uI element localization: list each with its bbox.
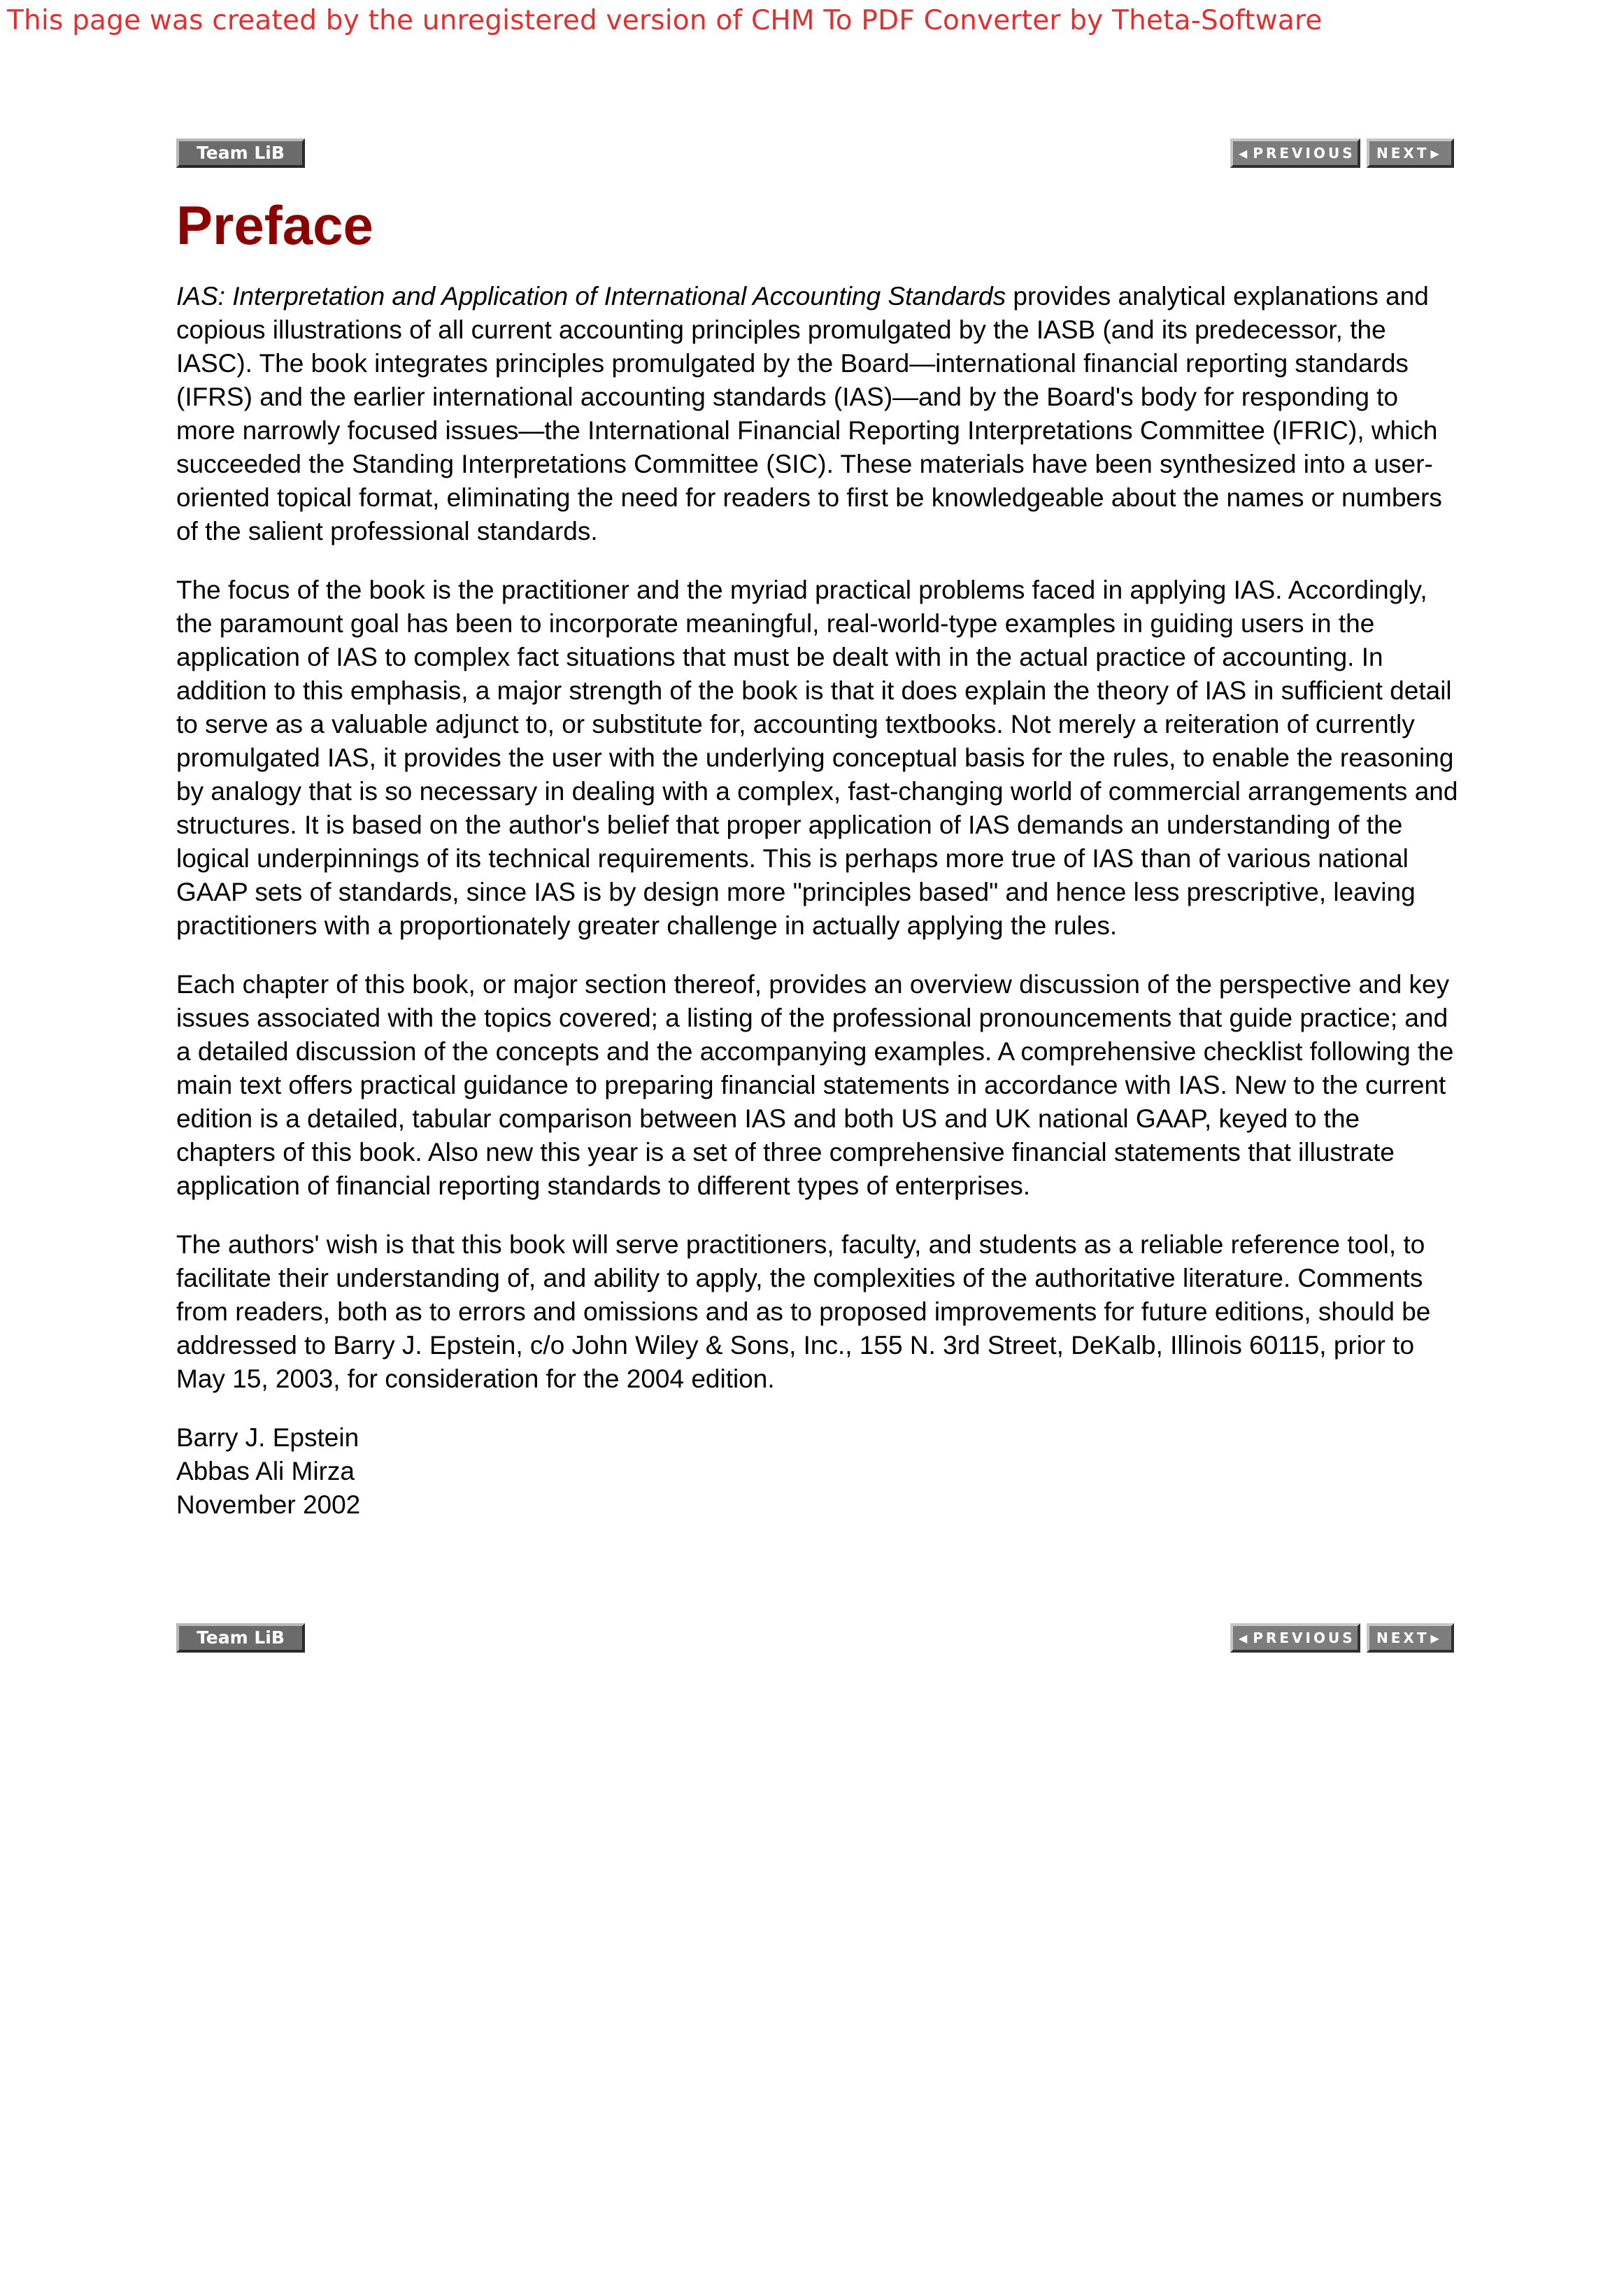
signature-block — [176, 1421, 1463, 1522]
previous-label: PREVIOUS — [1253, 145, 1355, 162]
next-label: NEXT — [1376, 1630, 1430, 1646]
triangle-right-icon: ▶ — [1430, 1632, 1439, 1645]
previous-button[interactable] — [1230, 1623, 1360, 1653]
next-label: NEXT — [1376, 145, 1430, 162]
team-lib-button[interactable]: Team LiB — [176, 138, 305, 168]
paragraph-intro-text: provides analytical explanations and copious illustrations of all current accounting principles promulgated by the IASB (and its predecessor, the IASC). The book integrates principles promulgated by the Board—international financial reporting standards (IFRS) and the earlier international accounting standards (IAS)—and by the Board's body for responding to more narrowly focused issues—the International Financial Reporting Interpretations Committee (IFRIC), which succeeded the Standing Interpretations Committee (SIC). These materials have been synthesized into a user-oriented topical format, eliminating the need for readers to first be knowledgeable about the names or numbers of the salient professional standards. — [176, 282, 1442, 546]
paragraph-intro — [176, 280, 1463, 548]
paragraph-chapters: Each chapter of this book, or major section thereof, provides an overview discussion of the perspective and key issues associated with the topics covered; a listing of the professional pronouncements that guide practice; and a detailed discussion of the concepts and the accompanying examples. A comprehensive checklist following the main text offers practical guidance to preparing financial statements in accordance with IAS. New to the current edition is a detailed, tabular comparison between IAS and both US and UK national GAAP, keyed to the chapters of this book. Also new this year is a set of three comprehensive financial statements that illustrate application of financial reporting standards to different types of enterprises. — [176, 970, 1454, 1200]
paragraph-focus: The focus of the book is the practitioner and the myriad practical problems faced in applying IAS. Accordingly, the paramount goal has been to incorporate meaningful, real-world-type examples in guiding users in the application of IAS to complex fact situations that must be dealt with in the actual practice of accounting. In addition to this emphasis, a major strength of the book is that it does explain the theory of IAS in sufficient detail to serve as a valuable adjunct to, or substitute for, accounting textbooks. Not merely a reiteration of currently promulgated IAS, it provides the user with the underlying conceptual basis for the rules, to enable the reasoning by analogy that is so necessary in dealing with a complex, fast-changing world of commercial arrangements and structures. It is based on the author's belief that proper application of IAS demands an understanding of the logical underpinnings of its technical requirements. This is perhaps more true of IAS than of various national GAAP sets of standards, since IAS is by design more "principles based" and hence less prescriptive, leaving practitioners with a proportionately greater challenge in actually applying the rules. — [176, 576, 1458, 940]
signature-date: November 2002 — [176, 1490, 361, 1519]
triangle-left-icon: ◀ — [1239, 1632, 1248, 1645]
team-lib-button[interactable]: Team LiB — [176, 1623, 305, 1653]
preface-body — [176, 280, 1463, 1522]
signature-author-2: Abbas Ali Mirza — [176, 1457, 355, 1485]
paragraph-authors-wish: The authors' wish is that this book will serve practitioners, faculty, and students as a reliable reference tool, to facilitate their understanding of, and ability to apply, the complexities of the authoritative literature. Comments from readers, both as to errors and omissions and as to proposed improvements for future editions, should be addressed to Barry J. Epstein, c/o John Wiley & Sons, Inc., 155 N. 3rd Street, DeKalb, Illinois 60115, prior to May 15, 2003, for consideration for the 2004 edition. — [176, 1230, 1431, 1393]
signature-author-1: Barry J. Epstein — [176, 1423, 359, 1452]
next-button[interactable] — [1367, 1623, 1454, 1653]
previous-label: PREVIOUS — [1253, 1630, 1355, 1646]
top-navigation — [176, 138, 1454, 168]
triangle-left-icon: ◀ — [1239, 147, 1248, 160]
book-title-italic: IAS: Interpretation and Application of International Accounting Standards — [176, 282, 1006, 311]
previous-button[interactable] — [1230, 138, 1360, 168]
triangle-right-icon: ▶ — [1430, 147, 1439, 160]
page-title: Preface — [176, 194, 373, 256]
next-button[interactable] — [1367, 138, 1454, 168]
bottom-navigation — [176, 1623, 1454, 1653]
converter-watermark: This page was created by the unregistered version of CHM To PDF Converter by Theta-Software — [7, 5, 1323, 36]
